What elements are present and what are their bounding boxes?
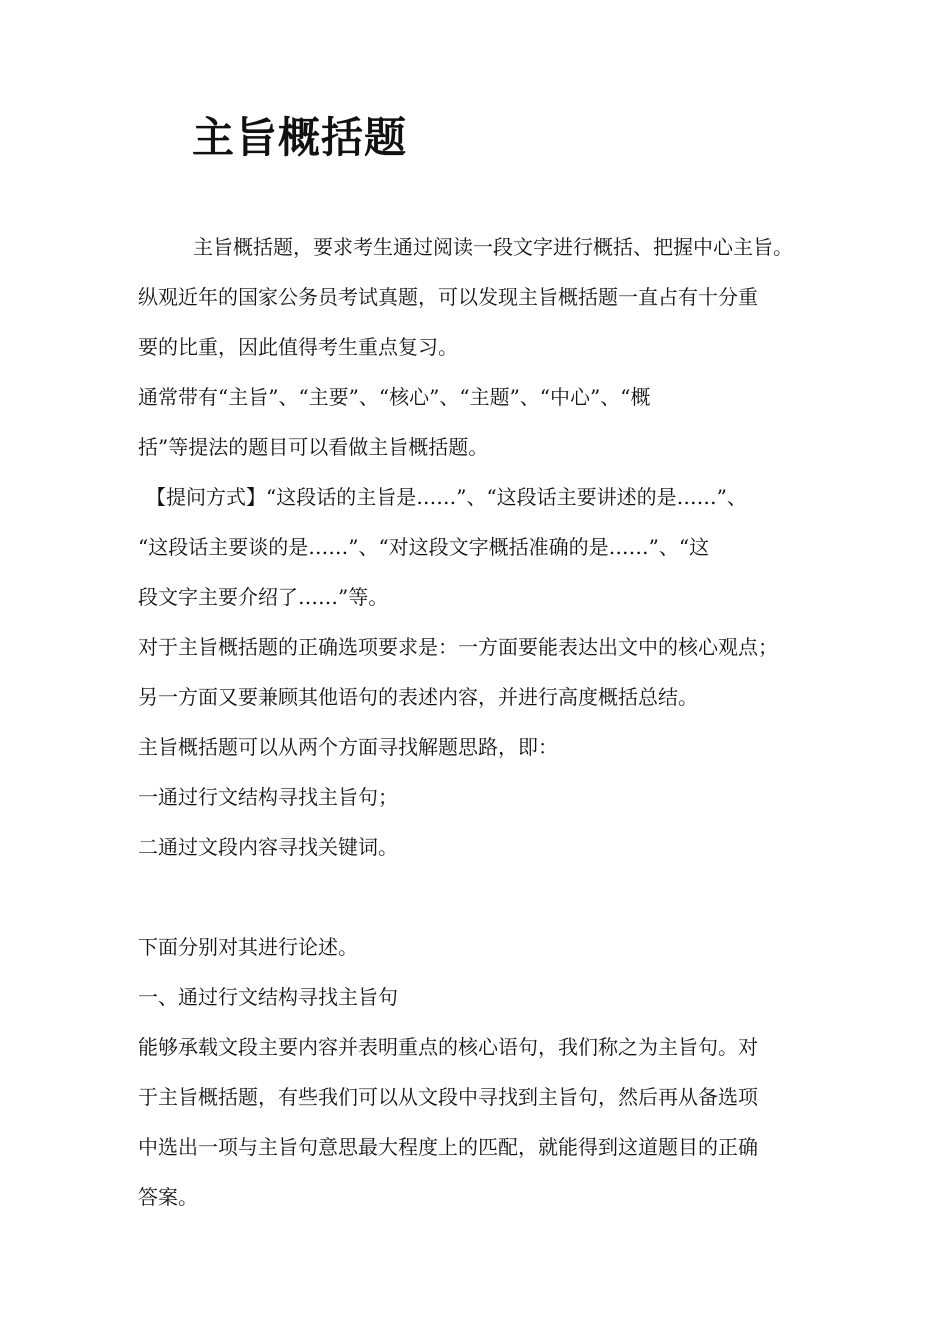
section-heading: 一、通过行文结构寻找主旨句 bbox=[138, 985, 398, 1009]
paragraph-line: 于主旨概括题，有些我们可以从文段中寻找到主旨句，然后再从备选项 bbox=[138, 1085, 758, 1109]
paragraph-line: 一通过行文结构寻找主旨句； bbox=[138, 785, 398, 809]
paragraph-line: 另一方面又要兼顾其他语句的表述内容，并进行高度概括总结。 bbox=[138, 685, 698, 709]
paragraph-line: 段文字主要介绍了……”等。 bbox=[138, 585, 389, 609]
paragraph-line: 二通过文段内容寻找关键词。 bbox=[138, 835, 398, 859]
paragraph-line: 通常带有“主旨”、“主要”、“核心”、“主题”、“中心”、“概 bbox=[138, 385, 651, 409]
paragraph-line: 括”等提法的题目可以看做主旨概括题。 bbox=[138, 435, 489, 459]
paragraph-line: 下面分别对其进行论述。 bbox=[138, 935, 358, 959]
paragraph-line: 主旨概括题可以从两个方面寻找解题思路，即： bbox=[138, 735, 558, 759]
paragraph-line: 【提问方式】“这段话的主旨是……”、“这段话主要讲述的是……”、 bbox=[146, 485, 747, 509]
document-body bbox=[138, 222, 828, 1222]
paragraph-line: 对于主旨概括题的正确选项要求是：一方面要能表达出文中的核心观点； bbox=[138, 635, 778, 659]
paragraph-line: 中选出一项与主旨句意思最大程度上的匹配，就能得到这道题目的正确 bbox=[138, 1135, 758, 1159]
paragraph-line: 主旨概括题，要求考生通过阅读一段文字进行概括、把握中心主旨。 bbox=[193, 235, 793, 259]
blank-line bbox=[138, 872, 828, 922]
paragraph-line: 要的比重，因此值得考生重点复习。 bbox=[138, 335, 458, 359]
paragraph-line: 纵观近年的国家公务员考试真题，可以发现主旨概括题一直占有十分重 bbox=[138, 285, 758, 309]
document-title: 主旨概括题 bbox=[192, 113, 408, 162]
paragraph-line: 答案。 bbox=[138, 1185, 198, 1209]
paragraph-line: 能够承载文段主要内容并表明重点的核心语句，我们称之为主旨句。对 bbox=[138, 1035, 758, 1059]
paragraph-line: “这段话主要谈的是……”、“对这段文字概括准确的是……”、“这 bbox=[138, 535, 710, 559]
